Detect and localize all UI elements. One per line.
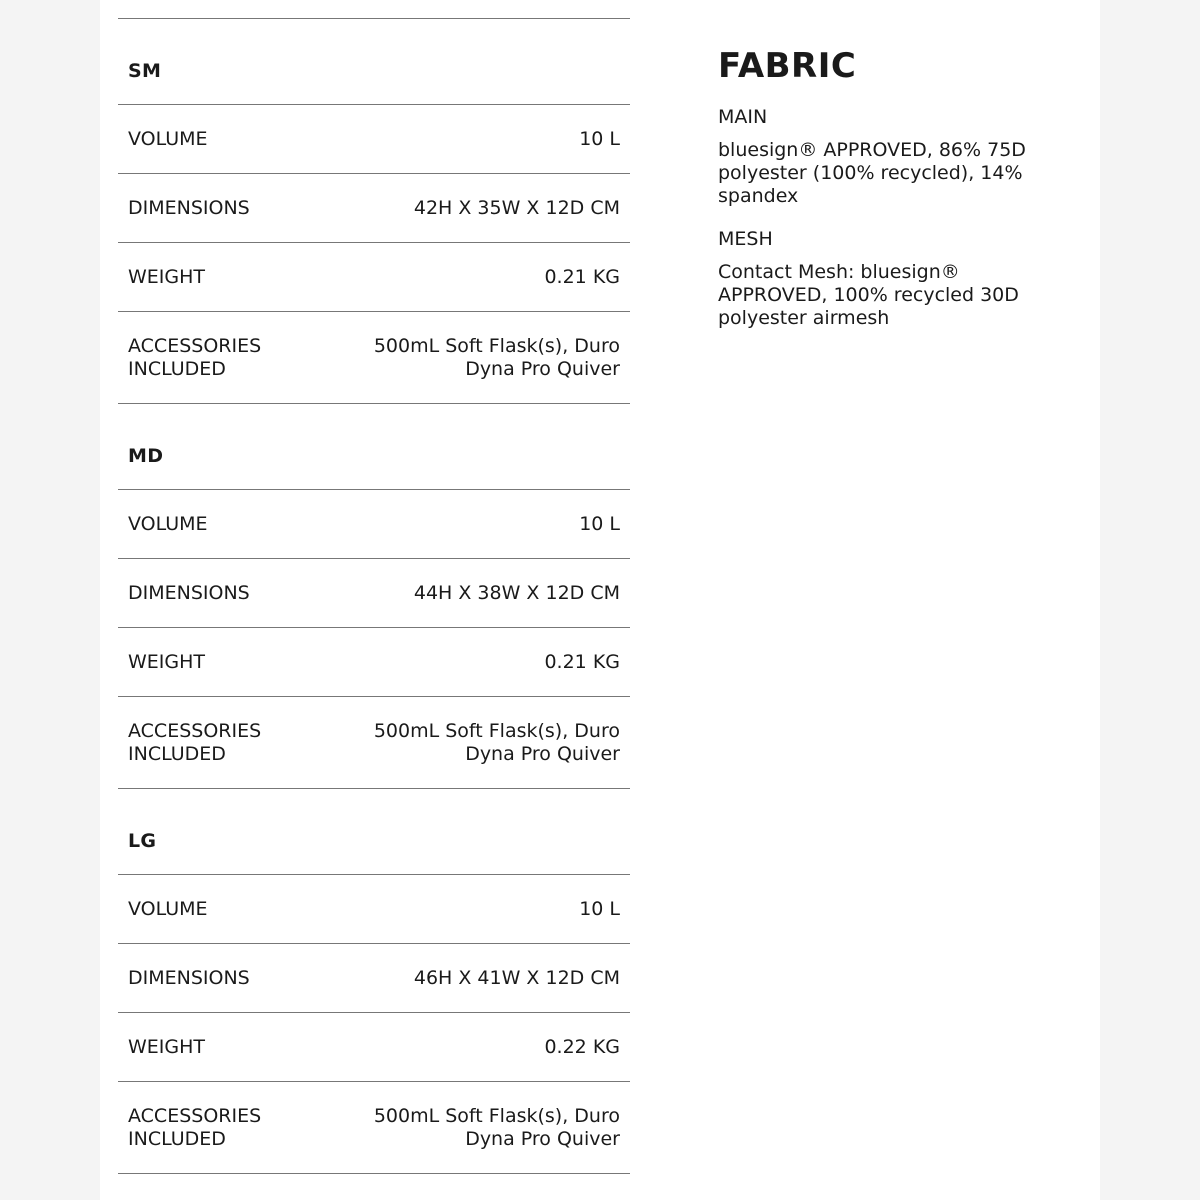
spec-value: 10 L xyxy=(579,512,620,535)
fabric-main-text: bluesign® APPROVED, 86% 75D polyester (100% recycled), 14% spandex xyxy=(718,139,1026,207)
spec-value: 0.22 KG xyxy=(544,1035,620,1058)
spec-row-weight xyxy=(118,1013,630,1082)
spec-value: 42H X 35W X 12D CM xyxy=(413,196,620,219)
spec-label: WEIGHT xyxy=(128,650,206,673)
spec-row-accessories xyxy=(118,697,630,789)
spec-row-weight xyxy=(118,628,630,697)
spec-label: ACCESSORIES INCLUDED xyxy=(128,719,262,765)
spec-row-accessories xyxy=(118,312,630,404)
spec-row-volume xyxy=(118,875,630,944)
spec-label: WEIGHT xyxy=(128,1035,206,1058)
size-heading xyxy=(118,789,630,875)
spec-label: DIMENSIONS xyxy=(128,966,250,989)
spec-value: 44H X 38W X 12D CM xyxy=(413,581,620,604)
fabric-title: FABRIC xyxy=(718,46,857,86)
fabric-section xyxy=(718,46,1048,330)
size-name: MD xyxy=(128,445,164,467)
spec-value: 500mL Soft Flask(s), Duro Dyna Pro Quiver xyxy=(373,1104,620,1150)
spec-label: WEIGHT xyxy=(128,265,206,288)
fabric-mesh-text: Contact Mesh: bluesign® APPROVED, 100% recycled 30D polyester airmesh xyxy=(718,261,1019,329)
size-name: SM xyxy=(128,60,162,82)
spec-row-dimensions xyxy=(118,174,630,243)
spec-value: 500mL Soft Flask(s), Duro Dyna Pro Quiver xyxy=(373,719,620,765)
spec-label: VOLUME xyxy=(128,127,208,150)
spec-row-dimensions xyxy=(118,559,630,628)
spec-label: VOLUME xyxy=(128,512,208,535)
size-group-md xyxy=(118,404,630,789)
spec-row-dimensions xyxy=(118,944,630,1013)
spec-row-accessories xyxy=(118,1082,630,1174)
fabric-main-label: MAIN xyxy=(718,106,768,128)
spec-label: DIMENSIONS xyxy=(128,581,250,604)
size-name: LG xyxy=(128,830,157,852)
spec-value: 500mL Soft Flask(s), Duro Dyna Pro Quiver xyxy=(373,334,620,380)
product-specs-page xyxy=(100,0,1100,1200)
spec-value: 46H X 41W X 12D CM xyxy=(413,966,620,989)
spec-value: 0.21 KG xyxy=(544,265,620,288)
size-heading xyxy=(118,19,630,105)
size-group-sm xyxy=(118,19,630,404)
spec-label: DIMENSIONS xyxy=(128,196,250,219)
spec-label: ACCESSORIES INCLUDED xyxy=(128,1104,262,1150)
spec-label: ACCESSORIES INCLUDED xyxy=(128,334,262,380)
fabric-mesh-label: MESH xyxy=(718,228,773,250)
spec-row-weight xyxy=(118,243,630,312)
spec-row-volume xyxy=(118,490,630,559)
spec-value: 10 L xyxy=(579,127,620,150)
size-group-lg xyxy=(118,789,630,1174)
spec-value: 10 L xyxy=(579,897,620,920)
size-specs-table xyxy=(118,18,630,1174)
spec-row-volume xyxy=(118,105,630,174)
spec-value: 0.21 KG xyxy=(544,650,620,673)
spec-label: VOLUME xyxy=(128,897,208,920)
size-heading xyxy=(118,404,630,490)
